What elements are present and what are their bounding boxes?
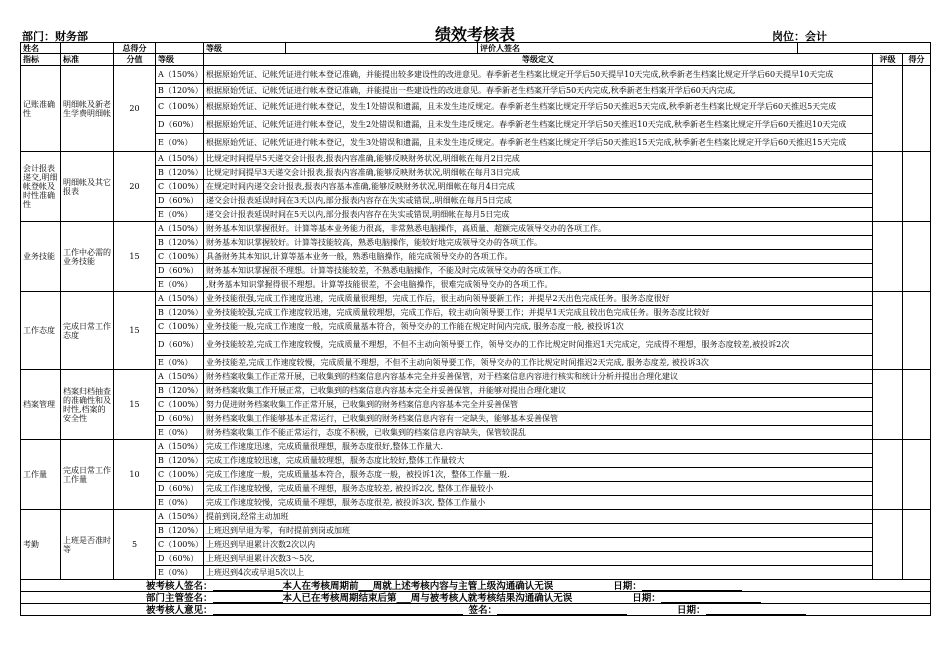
- definition-cell: 业务技能较差,完成工作速度较慢，完成质量不理想，不但不主动向领导要工作，领导交办的工作比规定时间推迟1天完成定，完成得不理想，服务态度较差,被投诉2次: [204, 334, 873, 356]
- level-cell: A（150%）: [156, 440, 204, 454]
- standard-cell: 上班是否准时等: [61, 510, 114, 580]
- table-row: [21, 320, 931, 334]
- level-cell: A（150%）: [156, 66, 204, 84]
- definition-cell: 财务档案收集工作正常开展，已收集到的档案信息内容基本完全并妥善保管，对于档案信息内容进行核实和统计分析并提出合理化建议: [204, 370, 873, 384]
- score-cell[interactable]: [903, 222, 931, 292]
- score-cell[interactable]: [903, 370, 931, 440]
- level-cell: C（100%）: [156, 538, 204, 552]
- level-cell: E（0%）: [156, 496, 204, 510]
- sign-line[interactable]: [497, 605, 627, 615]
- table-row: [21, 538, 931, 552]
- weight-header: 分值: [114, 54, 156, 66]
- weight-cell: 20: [114, 66, 156, 152]
- level-cell: C（100%）: [156, 180, 204, 194]
- indicator-header: 指标: [21, 54, 61, 66]
- total-score-label: 总得分: [114, 43, 156, 54]
- reviewer-signature-label: 评价人签名: [478, 43, 798, 54]
- standard-cell: 明细帐及新老生学费明细帐: [61, 66, 114, 152]
- table-row: [21, 334, 931, 356]
- rating-header: 评级: [873, 54, 903, 66]
- rating-cell[interactable]: [873, 292, 903, 370]
- department-label: 部门：财务部: [22, 30, 88, 43]
- level-cell: C（100%）: [156, 398, 204, 412]
- definition-cell: 财务基本知识掌握很不理想。计算等技能较差，不熟悉电脑操作，不能及时完成领导交办的各项工作。: [204, 264, 873, 278]
- reviewer-signature-cell[interactable]: [798, 43, 931, 54]
- table-row: [21, 180, 931, 194]
- definition-cell: 财务档案收集工作开展正常，已收集到的档案信息内容基本完全并妥善保管，并能够对提出合理化建议: [204, 384, 873, 398]
- table-row: [21, 496, 931, 510]
- definition-cell: 递交会计报表延误时间在5天以内,部分报表内容存在失实或错误,明细帐在每月5日完成: [204, 208, 873, 222]
- signature-line[interactable]: [213, 605, 463, 615]
- definition-cell: 财务档案收集工作能够基本正常运行，已收集到的财务档案信息内容有一定缺失，能够基本妥善保管: [204, 412, 873, 426]
- table-row: [21, 552, 931, 566]
- indicator-cell: 记账准确性: [21, 66, 61, 152]
- score-cell[interactable]: [903, 152, 931, 222]
- score-header: 得分: [903, 54, 931, 66]
- level-cell: E（0%）: [156, 426, 204, 440]
- level-cell: E（0%）: [156, 566, 204, 580]
- footer-text: 本人已在考核周期结束后第___周与被考核人就考核结果沟通确认无误: [282, 592, 573, 604]
- position-label: 岗位：会计: [772, 30, 827, 43]
- indicator-cell: 工作量: [21, 440, 61, 510]
- level-cell: D（60%）: [156, 264, 204, 278]
- level-cell: B（120%）: [156, 236, 204, 250]
- rating-cell[interactable]: [873, 222, 903, 292]
- level-cell: B（120%）: [156, 384, 204, 398]
- level-cell: B（120%）: [156, 306, 204, 320]
- definition-cell: 上班迟到早退累计次数3～5次,: [204, 552, 873, 566]
- level-cell: A（150%）: [156, 292, 204, 306]
- footer-row: [21, 604, 931, 616]
- definition-cell: 上班迟到早退累计次数2次以内: [204, 538, 873, 552]
- footer-row: [21, 580, 931, 592]
- definition-cell: 提前到岗,经常主动加班: [204, 510, 873, 524]
- level-cell: B（120%）: [156, 166, 204, 180]
- definition-cell: 努力促进财务档案收集工作正常开展，已收集到的财务档案信息内容基本完全并妥善保管: [204, 398, 873, 412]
- definition-cell: 财务基本知识掌握较好。计算等技能较高，熟悉电脑操作，能较好地完成领导交办的各项工作。: [204, 236, 873, 250]
- weight-cell: 15: [114, 370, 156, 440]
- level-cell: D（60%）: [156, 412, 204, 426]
- indicator-cell: 考勤: [21, 510, 61, 580]
- column-header-row: [21, 54, 931, 66]
- level-cell: B（120%）: [156, 454, 204, 468]
- footer-line: [21, 592, 931, 604]
- standard-cell: 明细帐及其它报表: [61, 152, 114, 222]
- weight-cell: 5: [114, 510, 156, 580]
- score-cell[interactable]: [903, 440, 931, 510]
- definition-cell: 完成工作速度迅速，完成质量很理想，服务态度很好,整体工作量大.: [204, 440, 873, 454]
- table-row: [21, 264, 931, 278]
- footer-line: [21, 604, 931, 616]
- table-row: [21, 250, 931, 264]
- table-row: [21, 98, 931, 116]
- level-cell: E（0%）: [156, 134, 204, 152]
- level-cell: B（120%）: [156, 84, 204, 98]
- level-cell: E（0%）: [156, 208, 204, 222]
- definition-cell: 根据原始凭证、记帐凭证进行帐本登记，发生2处错误和遗漏，且未发生违反规定。春季新老生档案比规定开学后50天推迟10天完成,秋季新老生档案比规定开学后60天推迟10天完成: [204, 116, 873, 134]
- date-label: 日期：: [613, 580, 642, 592]
- definition-cell: 比规定时间提早5天递交会计报表,报表内容准确,能够反映财务状况,明细帐在每月2日完成: [204, 152, 873, 166]
- table-row: [21, 566, 931, 580]
- table-row: [21, 398, 931, 412]
- rating-cell[interactable]: [873, 152, 903, 222]
- table-row: [21, 440, 931, 454]
- table-row: [21, 66, 931, 84]
- table-row: [21, 84, 931, 98]
- indicator-cell: 会计报表递交,明细帐登帐及时性准确性: [21, 152, 61, 222]
- definition-cell: 业务技能较强,完成工作速度较迅速，完成质量较理想，完成工作后，较主动向领导要工作；并提早1天完成且较出色完成任务。服务态度比较好: [204, 306, 873, 320]
- definition-cell: 上班迟到4次或早退5次以上: [204, 566, 873, 580]
- definition-cell: 根据原始凭证、记帐凭证进行帐本登记准确，并能提出较多建设性的改进意见。春季新老生档案比规定开学后50天提早10天完成,秋季新老生档案比规定开学后60天提早10天完成: [204, 66, 873, 84]
- definition-cell: 完成工作速度较慢，完成质量不理想，服务态度较差, 被投诉2次, 整体工作量较小: [204, 482, 873, 496]
- table-row: [21, 236, 931, 250]
- table-row: [21, 278, 931, 292]
- level-cell: D（60%）: [156, 116, 204, 134]
- table-row: [21, 412, 931, 426]
- level-cell: C（100%）: [156, 320, 204, 334]
- score-cell[interactable]: [903, 510, 931, 580]
- level-cell: C（100%）: [156, 468, 204, 482]
- table-row: [21, 510, 931, 524]
- grade-cell[interactable]: [286, 43, 478, 54]
- level-cell: C（100%）: [156, 98, 204, 116]
- table-row: [21, 468, 931, 482]
- standard-cell: 档案归档抽查的准确性和及时性,档案的安全性: [61, 370, 114, 440]
- definition-cell: 业务技能一般,完成工作速度一般，完成质量基本符合，领导交办的工作能在规定时间内完成, 服务态度一般, 被投诉1次: [204, 320, 873, 334]
- definition-cell: 在规定时间内递交会计报表,报表内容基本准确,能够反映财务状况,明细帐在每月4日完成: [204, 180, 873, 194]
- footer-label: 被考核人签名：: [146, 580, 213, 592]
- definition-cell: 具备财务其本知识,计算等基本业务一般，熟悉电脑操作，能完成领导交办的各项工作。: [204, 250, 873, 264]
- table-row: [21, 116, 931, 134]
- table-row: [21, 166, 931, 180]
- grade-label: 等级: [204, 43, 286, 54]
- table-row: [21, 384, 931, 398]
- table-row: [21, 356, 931, 370]
- table-row: [21, 194, 931, 208]
- table-row: [21, 482, 931, 496]
- definition-cell: 根据原始凭证、记帐凭证进行帐本登记，发生3处错误和遗漏，且未发生违反规定。春季新老生档案比规定开学后50天推迟15天完成,秋季新老生档案比规定开学后60天推迟15天完成: [204, 134, 873, 152]
- level-cell: D（60%）: [156, 482, 204, 496]
- definition-cell: 财务档案收集工作不能正常运行，态度不积极，已收集到的档案信息内容缺失，保管较混乱: [204, 426, 873, 440]
- definition-cell: 完成工作速度较慢，完成质量不理想，服务态度很差, 被投诉3次, 整体工作量小: [204, 496, 873, 510]
- table-row: [21, 292, 931, 306]
- table-row: [21, 222, 931, 236]
- footer-text: 本人在考核周期前___周就上述考核内容与主管上级沟通确认无误: [282, 580, 554, 592]
- indicator-cell: 档案管理: [21, 370, 61, 440]
- table-row: [21, 134, 931, 152]
- definition-cell: 根据原始凭证、记帐凭证进行帐本登记准确，并能提出一些建设性的改进意见。春季新老生档案开学后50天内完成,秋季新老生档案开学后60天内完成,: [204, 84, 873, 98]
- review-table: [20, 42, 931, 616]
- level-header: 等级: [156, 54, 204, 66]
- date-label: 日期：: [677, 604, 706, 616]
- weight-cell: 15: [114, 292, 156, 370]
- indicator-cell: 工作态度: [21, 292, 61, 370]
- footer-row: [21, 592, 931, 604]
- definition-cell: 完成工作速度一般，完成质量基本符合，服务态度一般，被投诉1次，整体工作量一般.: [204, 468, 873, 482]
- weight-cell: 10: [114, 440, 156, 510]
- standard-cell: 完成日常工作工作量: [61, 440, 114, 510]
- rating-cell[interactable]: [873, 440, 903, 510]
- level-cell: C（100%）: [156, 250, 204, 264]
- date-line[interactable]: [706, 605, 806, 615]
- footer-label: 被考核人意见：: [146, 604, 213, 616]
- table-row: [21, 524, 931, 538]
- signature-line[interactable]: [213, 593, 283, 603]
- definition-cell: 完成工作速度较迅速，完成质量较理想，服务态度比较好,整体工作量较大: [204, 454, 873, 468]
- rating-cell[interactable]: [873, 510, 903, 580]
- level-cell: B（120%）: [156, 524, 204, 538]
- standard-cell: 工作中必需的业务技能: [61, 222, 114, 292]
- definition-cell: 根据原始凭证、记帐凭证进行帐本登记，发生1处错误和遗漏，且未发生违反规定。春季新老生档案比规定开学后50天推迟5天完成,秋季新老生档案比规定开学后60天推迟5天完成: [204, 98, 873, 116]
- level-cell: D（60%）: [156, 334, 204, 356]
- page-title: 绩效考核表: [434, 25, 515, 44]
- table-row: [21, 370, 931, 384]
- level-cell: E（0%）: [156, 356, 204, 370]
- info-row: [21, 43, 931, 54]
- score-cell[interactable]: [903, 292, 931, 370]
- definition-header: 等级定义: [204, 54, 873, 66]
- rating-cell[interactable]: [873, 370, 903, 440]
- signature-line[interactable]: [213, 581, 283, 591]
- definition-cell: 递交会计报表延误时间在3天以内,部分报表内容存在失实或错误,,明细帐在每月5日完成: [204, 194, 873, 208]
- table-row: [21, 152, 931, 166]
- table-row: [21, 306, 931, 320]
- definition-cell: 业务技能很强,完成工作速度迅速，完成质量很理想，完成工作后，很主动向领导要新工作；并提早2天出色完成任务。服务态度很好: [204, 292, 873, 306]
- score-cell[interactable]: [903, 66, 931, 152]
- footer-label: 部门主管签名：: [146, 592, 213, 604]
- definition-cell: 比规定时间提早3天递交会计报表,报表内容准确,能够反映财务状况,明细帐在每月3日完成: [204, 166, 873, 180]
- rating-cell[interactable]: [873, 66, 903, 152]
- level-cell: D（60%）: [156, 194, 204, 208]
- name-cell[interactable]: [61, 43, 114, 54]
- total-score-cell[interactable]: [156, 43, 204, 54]
- date-line[interactable]: [661, 593, 761, 603]
- name-label: 姓名: [21, 43, 61, 54]
- footer-line: [21, 580, 931, 592]
- date-label: 日期：: [632, 592, 661, 604]
- level-cell: A（150%）: [156, 222, 204, 236]
- indicator-cell: 业务技能: [21, 222, 61, 292]
- table-row: [21, 426, 931, 440]
- definition-cell: 财务基本知识掌握很好。计算等基本业务能力很高，非常熟悉电脑操作，高质量、超额完成领导交办的各项工作。: [204, 222, 873, 236]
- level-cell: A（150%）: [156, 510, 204, 524]
- definition-cell: 业务技能差,完成工作速度较慢，完成质量不理想，不但不主动向领导要工作，领导交办的工作比规定时间推迟2天完成, 服务态度差, 被投诉3次: [204, 356, 873, 370]
- level-cell: E（0%）: [156, 278, 204, 292]
- standard-cell: 完成日常工作态度: [61, 292, 114, 370]
- standard-header: 标准: [61, 54, 114, 66]
- date-line[interactable]: [642, 581, 742, 591]
- level-cell: A（150%）: [156, 370, 204, 384]
- definition-cell: ,财务基本知识掌握得很不理想。计算等技能很差，不会电脑操作，很难完成领导交办的各项工作。: [204, 278, 873, 292]
- sign-label: 签名：: [468, 604, 498, 616]
- table-row: [21, 454, 931, 468]
- table-row: [21, 208, 931, 222]
- level-cell: A（150%）: [156, 152, 204, 166]
- weight-cell: 15: [114, 222, 156, 292]
- level-cell: D（60%）: [156, 552, 204, 566]
- sheet-header: [20, 22, 930, 42]
- weight-cell: 20: [114, 152, 156, 222]
- definition-cell: 上班迟到早退为零，有时提前到岗或加班: [204, 524, 873, 538]
